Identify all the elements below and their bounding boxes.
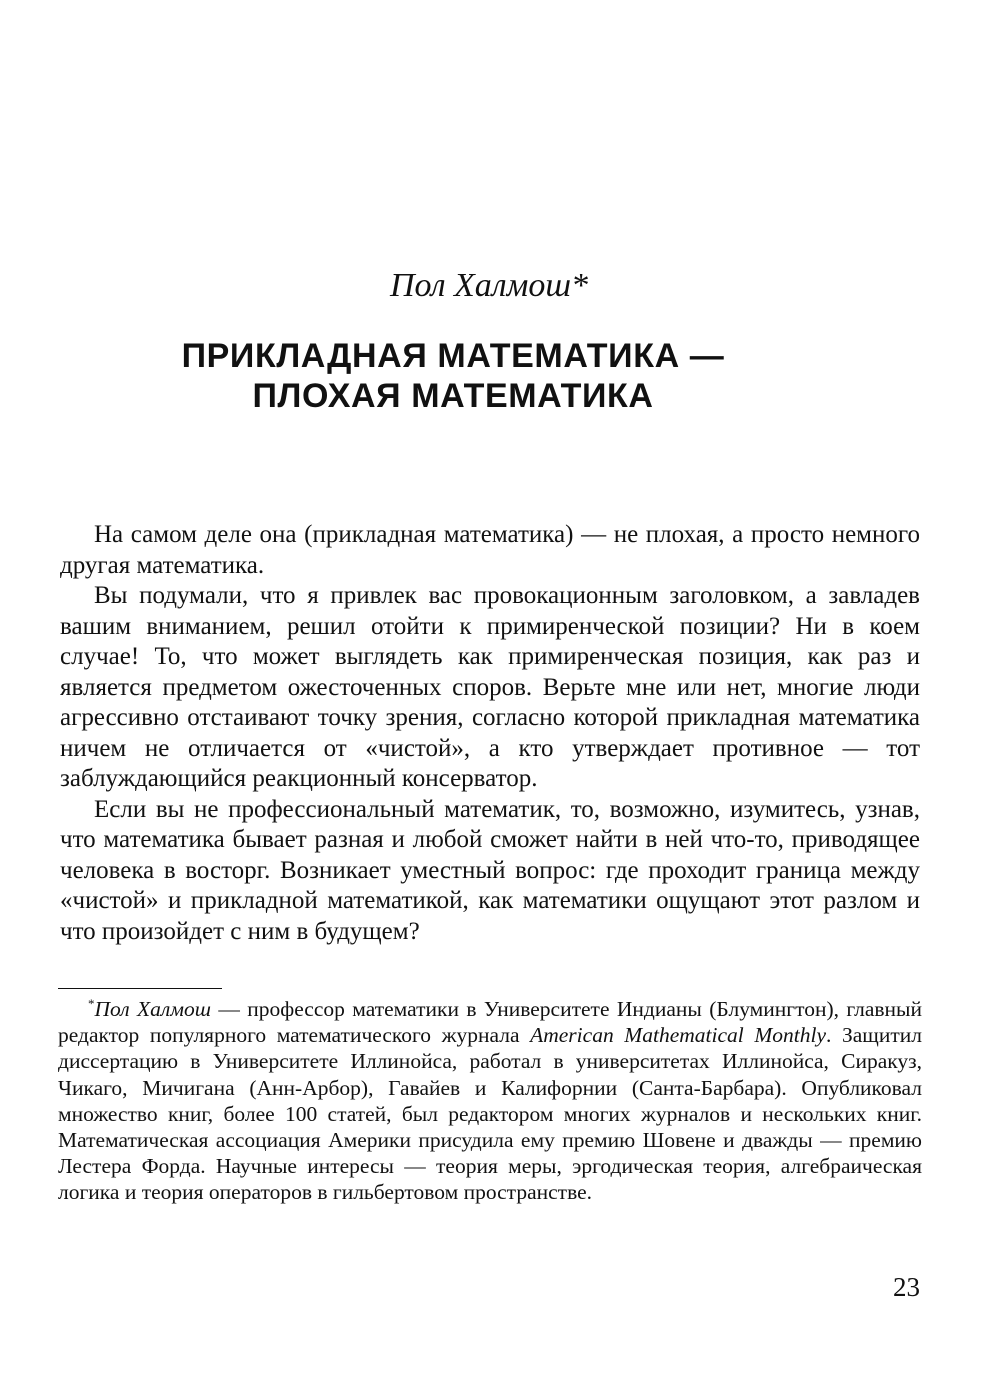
article-body — [60, 520, 920, 947]
article-title-line-2: ПЛОХАЯ МАТЕМАТИКА — [252, 377, 654, 415]
paragraph-2: Вы подумали, что я привлек вас провокационным заголовком, а завладев вашим вниманием, решил отойти к примиренческой позиции? Ни в коем случае! То, что может выглядеть как примиренческая позиция, как раз и является предметом ожесточенных споров. Верьте мне или нет, многие люди агрессивно отстаивают точку зрения, согласно которой прикладная математика ничем не отличается от «чистой», а кто утверждает противное — тот заблуждающийся реакционный консерватор. — [60, 582, 920, 792]
footnote-text-2: . Защитил диссертацию в Университете Иллинойса, работал в университетах Иллинойса, Сиракуз, Чикаго, Мичигана (Анн-Арбор), Гавайев и Калифорнии (Санта-Барбара). Опубликовал множество книг, более 100 статей, был редактором многих журналов и нескольких книг. Математическая ассоциация Америки присудила ему премию Шовене и дважды — премию Лестера Форда. Научные интересы — теория меры, эргодическая теория, алгебраическая логика и теория операторов в гильбертовом пространстве. — [58, 1023, 922, 1205]
footnote-text-1: — профессор математики в Университете Индианы (Блумингтон), главный редактор популярного математического журнала — [58, 997, 923, 1048]
article-author: Пол Халмош* — [390, 267, 588, 304]
footnote — [58, 996, 922, 1206]
article-title-line-1: ПРИКЛАДНАЯ МАТЕМАТИКА — — [181, 337, 725, 375]
article-title — [0, 336, 906, 416]
footnote-journal-name: American Mathematical Monthly — [530, 1023, 826, 1048]
paragraph-3: Если вы не профессиональный математик, то, возможно, изумитесь, узнав, что математика бывает разная и любой сможет найти в ней что-то, приводящее человека в восторг. Возникает уместный вопрос: где проходит граница между «чистой» и прикладной математикой, как математики ощущают этот разлом и что произойдет с ним в будущем? — [60, 795, 920, 945]
footnote-divider — [58, 988, 222, 989]
page-number: 23 — [893, 1272, 920, 1302]
footnote-mark: * — [88, 996, 95, 1011]
paragraph-1: На самом деле она (прикладная математика) — не плохая, а просто немного другая математика. — [60, 521, 920, 579]
footnote-person-name: Пол Халмош — [94, 997, 211, 1021]
